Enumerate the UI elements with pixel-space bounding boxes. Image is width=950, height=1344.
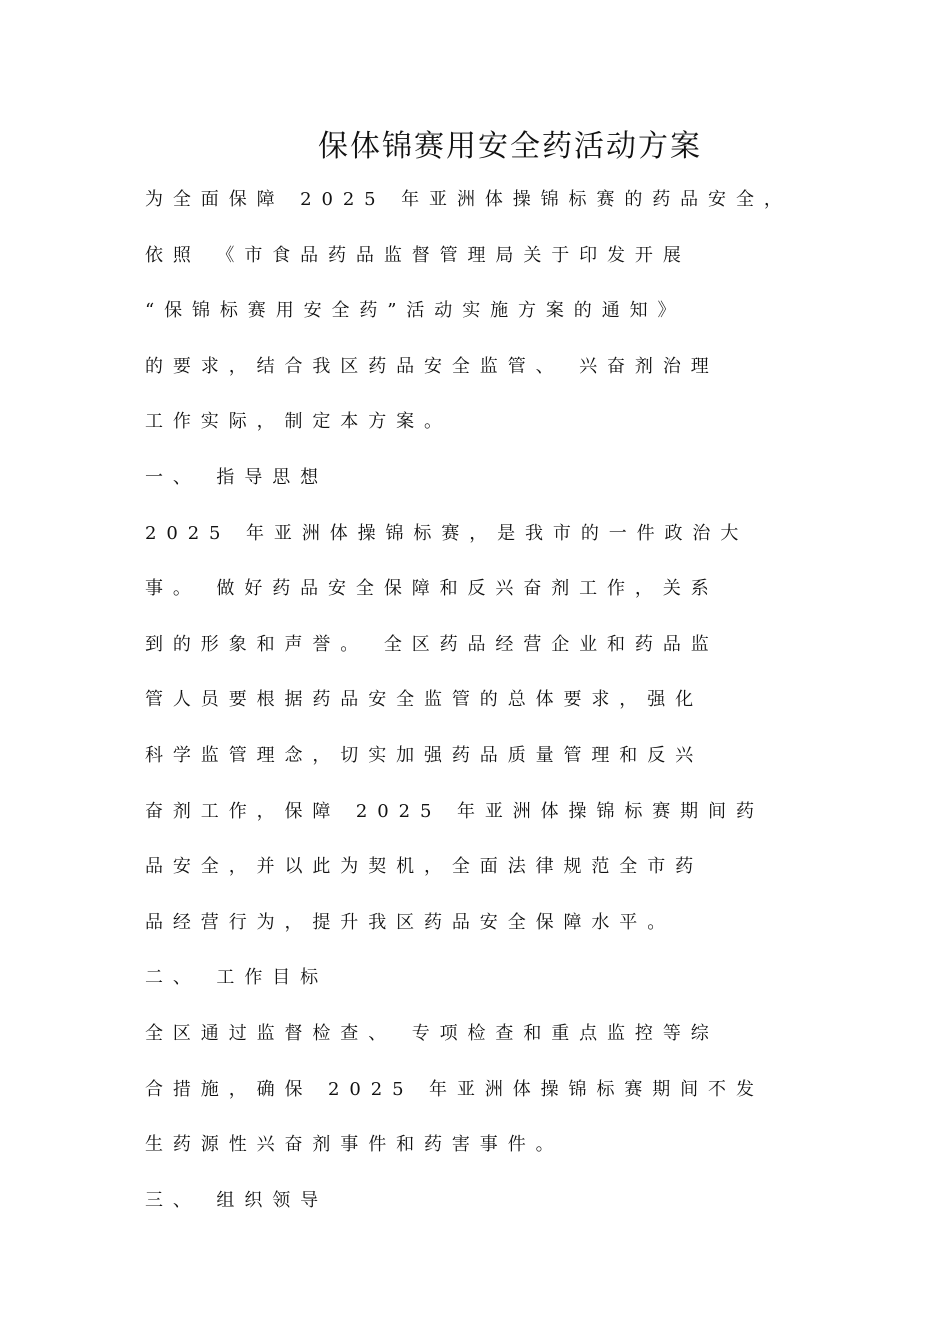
section-heading: 一、 指导思想	[145, 466, 329, 488]
body-line: 管人员要根据药品安全监管的总体要求，强化	[145, 689, 703, 711]
body-line: 合措施，确保 2025 年亚洲体操锦标赛期间不发	[145, 1078, 764, 1100]
body-line: 2025 年亚洲体操锦标赛，是我市的一件政治大	[145, 522, 749, 544]
body-line: 事。 做好药品安全保障和反兴奋剂工作，关系	[145, 578, 719, 600]
body-line: 的要求，结合我区药品安全监管、 兴奋剂治理	[145, 355, 719, 377]
section-heading: 三、 组织领导	[145, 1189, 329, 1211]
body-line: 依照 《市食品药品监督管理局关于印发开展	[145, 244, 691, 266]
body-line: 生药源性兴奋剂事件和药害事件。	[145, 1134, 564, 1156]
body-line: 科学监管理念，切实加强药品质量管理和反兴	[145, 744, 703, 766]
body-line: 品安全，并以此为契机，全面法律规范全市药	[145, 856, 703, 878]
document-body	[145, 177, 845, 1233]
body-line: 工作实际，制定本方案。	[145, 411, 452, 433]
body-line: “保锦标赛用安全药”活动实施方案的通知》	[145, 300, 686, 322]
document-title: 保体锦赛用安全药活动方案	[318, 129, 702, 164]
body-line: 为全面保障 2025 年亚洲体操锦标赛的药品安全，	[145, 189, 792, 210]
body-line: 全区通过监督检查、 专项检查和重点监控等综	[145, 1022, 719, 1044]
body-line: 奋剂工作，保障 2025 年亚洲体操锦标赛期间药	[145, 800, 764, 822]
body-line: 品经营行为，提升我区药品安全保障水平。	[145, 911, 676, 933]
section-heading: 二、 工作目标	[145, 967, 329, 989]
body-line: 到的形象和声誉。 全区药品经营企业和药品监	[145, 633, 719, 655]
